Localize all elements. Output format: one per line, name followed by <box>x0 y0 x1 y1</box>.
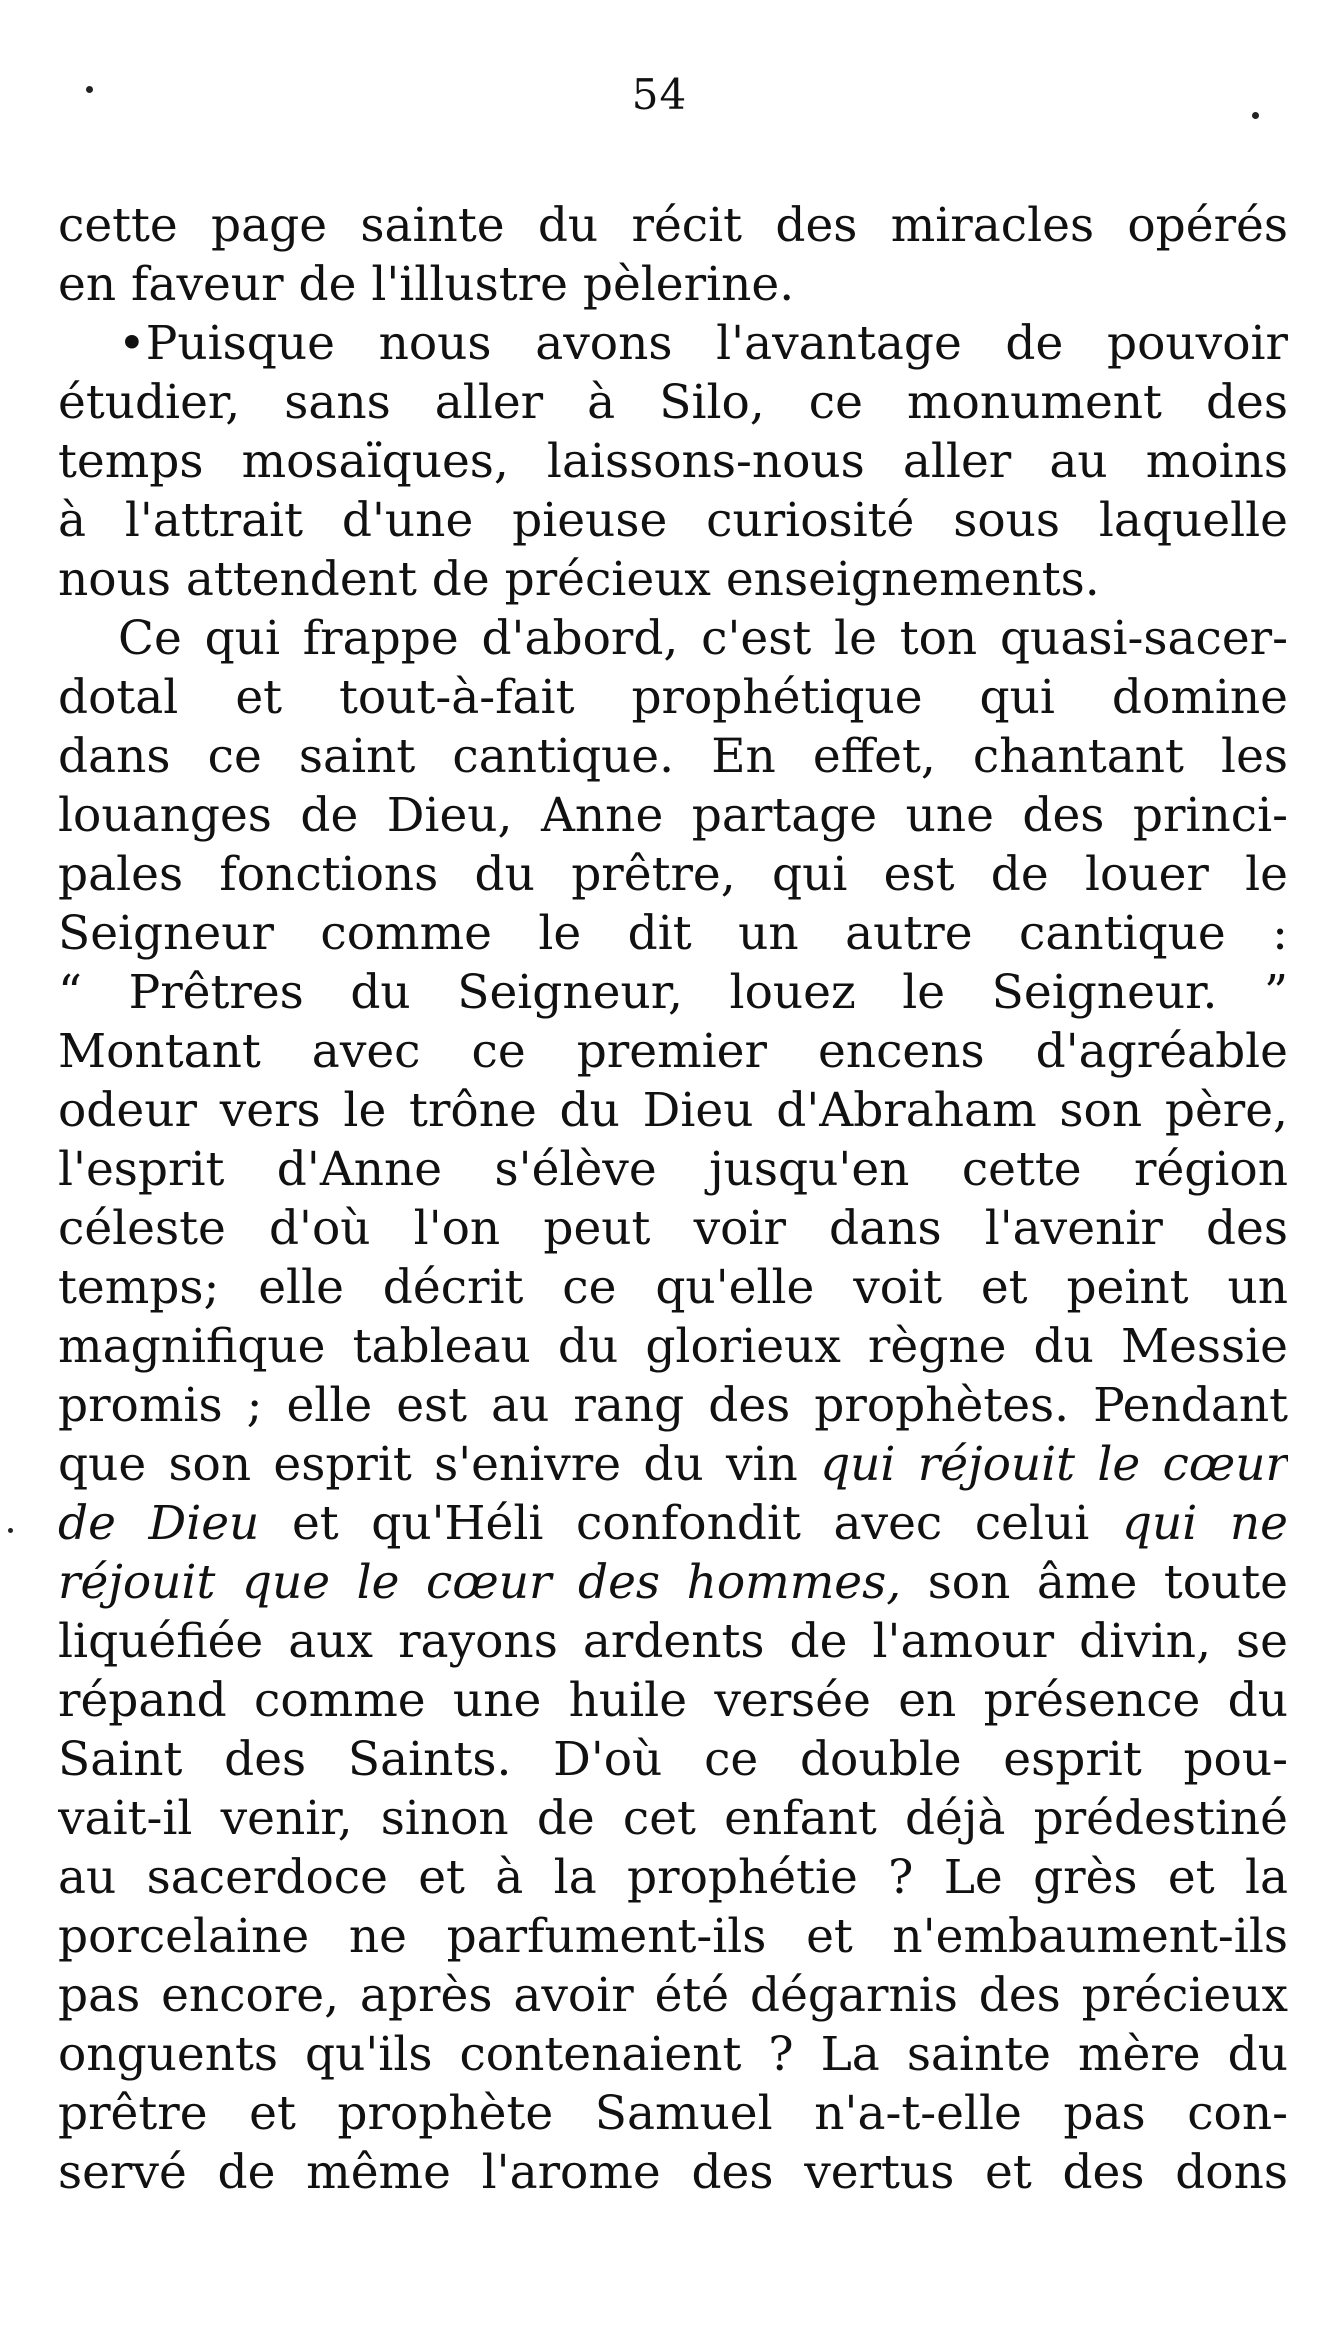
text-segment: son âme toute <box>901 1555 1288 1610</box>
text-segment: dans ce saint cantique. En effet, chantant les <box>58 729 1288 784</box>
italic-text-segment: réjouit que le cœur des hommes, <box>58 1555 902 1610</box>
italic-text-segment: qui ne <box>1121 1496 1288 1551</box>
text-line <box>58 373 1288 432</box>
text-segment: et qu'Héli confondit avec celui <box>259 1496 1122 1551</box>
text-line <box>58 1848 1288 1907</box>
text-segment: Ce qui frappe d'abord, c'est le ton quasi-sacer- <box>118 611 1288 666</box>
text-segment: répand comme une huile versée en présence du <box>58 1673 1288 1728</box>
text-segment: temps mosaïques, laissons-nous aller au moins <box>58 434 1288 489</box>
text-segment: dotal et tout-à-fait prophétique qui domine <box>58 670 1288 725</box>
text-segment: •Puisque nous avons l'avantage de pouvoir <box>118 316 1288 371</box>
text-line <box>58 1494 1288 1553</box>
text-segment: pas encore, après avoir été dégarnis des précieux <box>58 1968 1288 2023</box>
print-speck <box>8 1528 13 1533</box>
text-line <box>58 1140 1288 1199</box>
text-segment: magnifique tableau du glorieux règne du Messie <box>58 1319 1288 1374</box>
text-line <box>58 1730 1288 1789</box>
text-segment: prêtre et prophète Samuel n'a-t-elle pas con- <box>58 2086 1288 2141</box>
text-segment: que son esprit s'enivre du vin <box>58 1437 821 1492</box>
text-line <box>58 314 1288 373</box>
text-segment: nous attendent de précieux enseignements. <box>58 552 1100 607</box>
text-line <box>58 2025 1288 2084</box>
body-text <box>58 196 1288 2202</box>
text-segment: l'esprit d'Anne s'élève jusqu'en cette région <box>58 1142 1288 1197</box>
print-speck <box>1252 112 1259 119</box>
print-speck <box>86 86 93 93</box>
text-line <box>58 1376 1288 1435</box>
text-line <box>58 1553 1288 1612</box>
text-line <box>58 2084 1288 2143</box>
text-segment: louanges de Dieu, Anne partage une des princi- <box>58 788 1288 843</box>
text-line <box>58 491 1288 550</box>
text-line <box>58 609 1288 668</box>
text-line <box>58 2143 1288 2202</box>
text-line <box>58 727 1288 786</box>
text-segment: céleste d'où l'on peut voir dans l'avenir des <box>58 1201 1288 1256</box>
text-line <box>58 668 1288 727</box>
text-segment: à l'attrait d'une pieuse curiosité sous laquelle <box>58 493 1288 548</box>
text-line <box>58 196 1288 255</box>
text-line <box>58 1966 1288 2025</box>
text-line <box>58 845 1288 904</box>
text-line <box>58 963 1288 1022</box>
text-segment: vait-il venir, sinon de cet enfant déjà prédestiné <box>58 1791 1288 1846</box>
text-segment: Montant avec ce premier encens d'agréable <box>58 1024 1288 1079</box>
text-line <box>58 1258 1288 1317</box>
text-line <box>58 550 1288 609</box>
text-line <box>58 1199 1288 1258</box>
text-line <box>58 1081 1288 1140</box>
text-segment: en faveur de l'illustre pèlerine. <box>58 257 795 312</box>
italic-text-segment: qui réjouit le cœur <box>820 1437 1288 1492</box>
text-segment: porcelaine ne parfument-ils et n'embaument-ils <box>58 1909 1288 1964</box>
text-line <box>58 1022 1288 1081</box>
text-line <box>58 255 1288 314</box>
italic-text-segment: de Dieu <box>58 1496 260 1551</box>
text-segment: étudier, sans aller à Silo, ce monument des <box>58 375 1288 430</box>
text-line <box>58 904 1288 963</box>
text-line <box>58 432 1288 491</box>
text-line <box>58 1317 1288 1376</box>
text-line <box>58 786 1288 845</box>
text-line <box>58 1435 1288 1494</box>
text-line <box>58 1907 1288 1966</box>
text-line <box>58 1789 1288 1848</box>
text-segment: au sacerdoce et à la prophétie ? Le grès et la <box>58 1850 1288 1905</box>
text-segment: servé de même l'arome des vertus et des dons <box>58 2145 1288 2200</box>
text-segment: onguents qu'ils contenaient ? La sainte mère du <box>58 2027 1288 2082</box>
text-segment: promis ; elle est au rang des prophètes. Pendant <box>58 1378 1288 1433</box>
text-segment: Saint des Saints. D'où ce double esprit pou- <box>58 1732 1288 1787</box>
text-segment: liquéfiée aux rayons ardents de l'amour divin, se <box>58 1614 1288 1669</box>
text-line <box>58 1671 1288 1730</box>
text-segment: cette page sainte du récit des miracles opérés <box>58 198 1288 253</box>
text-segment: odeur vers le trône du Dieu d'Abraham son père, <box>58 1083 1288 1138</box>
page-number: 54 <box>631 70 688 119</box>
text-segment: temps; elle décrit ce qu'elle voit et peint un <box>58 1260 1288 1315</box>
text-line <box>58 1612 1288 1671</box>
text-segment: “ Prêtres du Seigneur, louez le Seigneur. ” <box>58 965 1288 1020</box>
text-segment: pales fonctions du prêtre, qui est de louer le <box>58 847 1288 902</box>
text-segment: Seigneur comme le dit un autre cantique : <box>58 906 1288 961</box>
